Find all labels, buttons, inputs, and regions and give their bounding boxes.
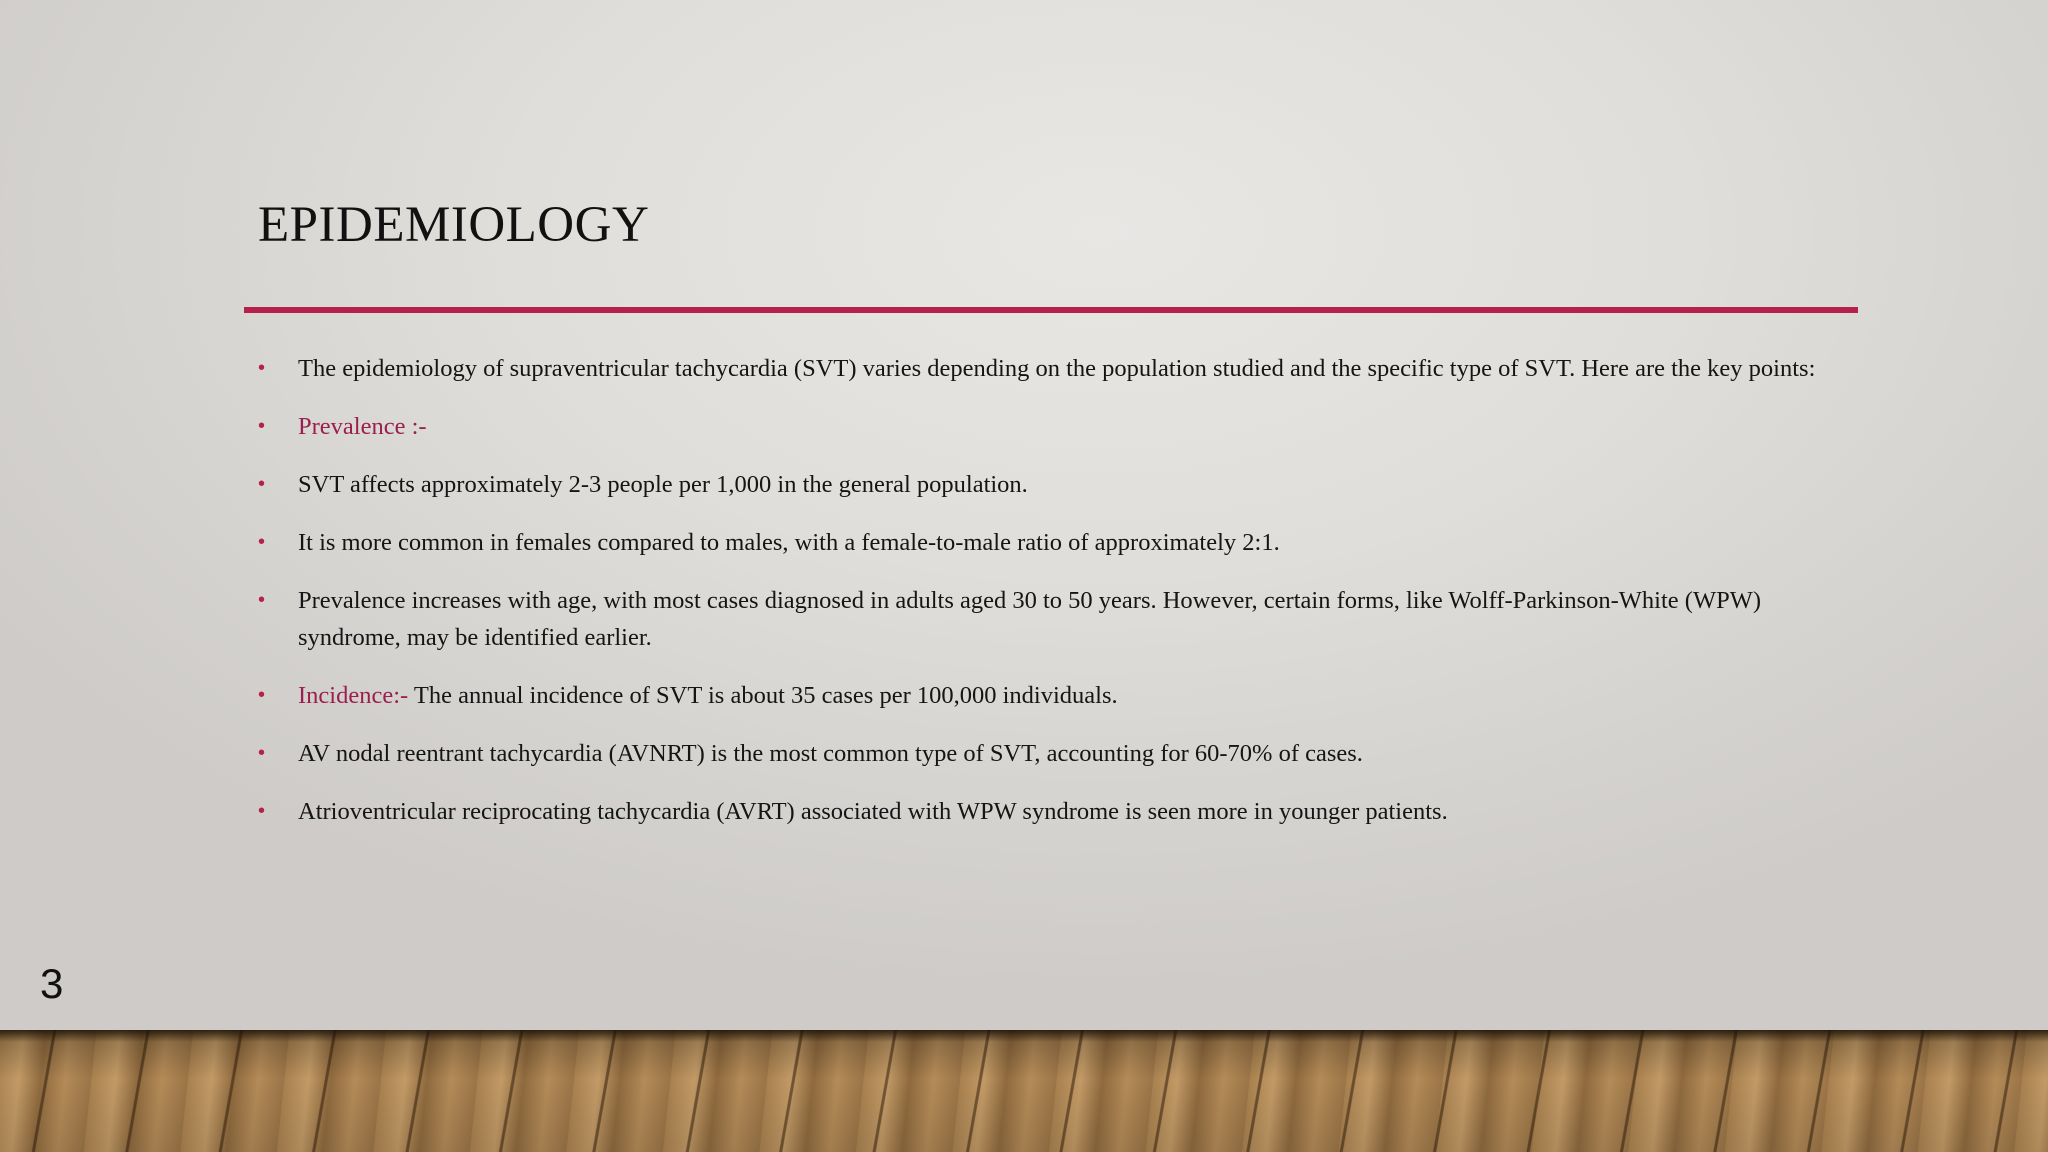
bullet-text: It is more common in females compared to males, with a female-to-male ratio of approximately 2:1. <box>298 529 1280 556</box>
floor-shadow <box>0 1030 2048 1152</box>
bullet-dot-icon: • <box>258 589 266 611</box>
page-number: 3 <box>40 960 64 1007</box>
bullet-dot-icon: • <box>258 684 266 706</box>
bullet-item <box>258 408 1846 445</box>
title-divider <box>244 307 1858 313</box>
bullet-dot-icon: • <box>258 531 266 553</box>
bullet-item <box>258 350 1846 387</box>
bullet-item <box>258 735 1846 772</box>
bullet-text: The annual incidence of SVT is about 35 cases per 100,000 individuals. <box>408 682 1118 709</box>
bullet-item <box>258 793 1846 830</box>
bullet-dot-icon: • <box>258 473 266 495</box>
bullet-list <box>258 350 1846 851</box>
bullet-dot-icon: • <box>258 742 266 764</box>
bullet-dot-icon: • <box>258 357 266 379</box>
bullet-dot-icon: • <box>258 415 266 437</box>
bullet-text: Prevalence increases with age, with most cases diagnosed in adults aged 30 to 50 years. However, certain forms, like Wolff-Parkinson-White (WPW) syndrome, may be identified earlier. <box>298 587 1761 651</box>
bullet-item <box>258 524 1846 561</box>
slide-title: EPIDEMIOLOGY <box>258 197 650 253</box>
bullet-item <box>258 677 1846 714</box>
bullet-item <box>258 582 1846 656</box>
bullet-text: The epidemiology of supraventricular tachycardia (SVT) varies depending on the population studied and the specific type of SVT. Here are the key points: <box>298 355 1816 382</box>
bullet-text: SVT affects approximately 2-3 people per 1,000 in the general population. <box>298 471 1028 498</box>
bullet-text: Atrioventricular reciprocating tachycardia (AVRT) associated with WPW syndrome is seen more in younger patients. <box>298 798 1448 825</box>
bullet-dot-icon: • <box>258 800 266 822</box>
bullet-accent: Prevalence :- <box>298 413 427 440</box>
bullet-item <box>258 466 1846 503</box>
bullet-text: AV nodal reentrant tachycardia (AVNRT) is the most common type of SVT, accounting for 60-70% of cases. <box>298 740 1363 767</box>
bullet-accent: Incidence:- <box>298 682 409 709</box>
